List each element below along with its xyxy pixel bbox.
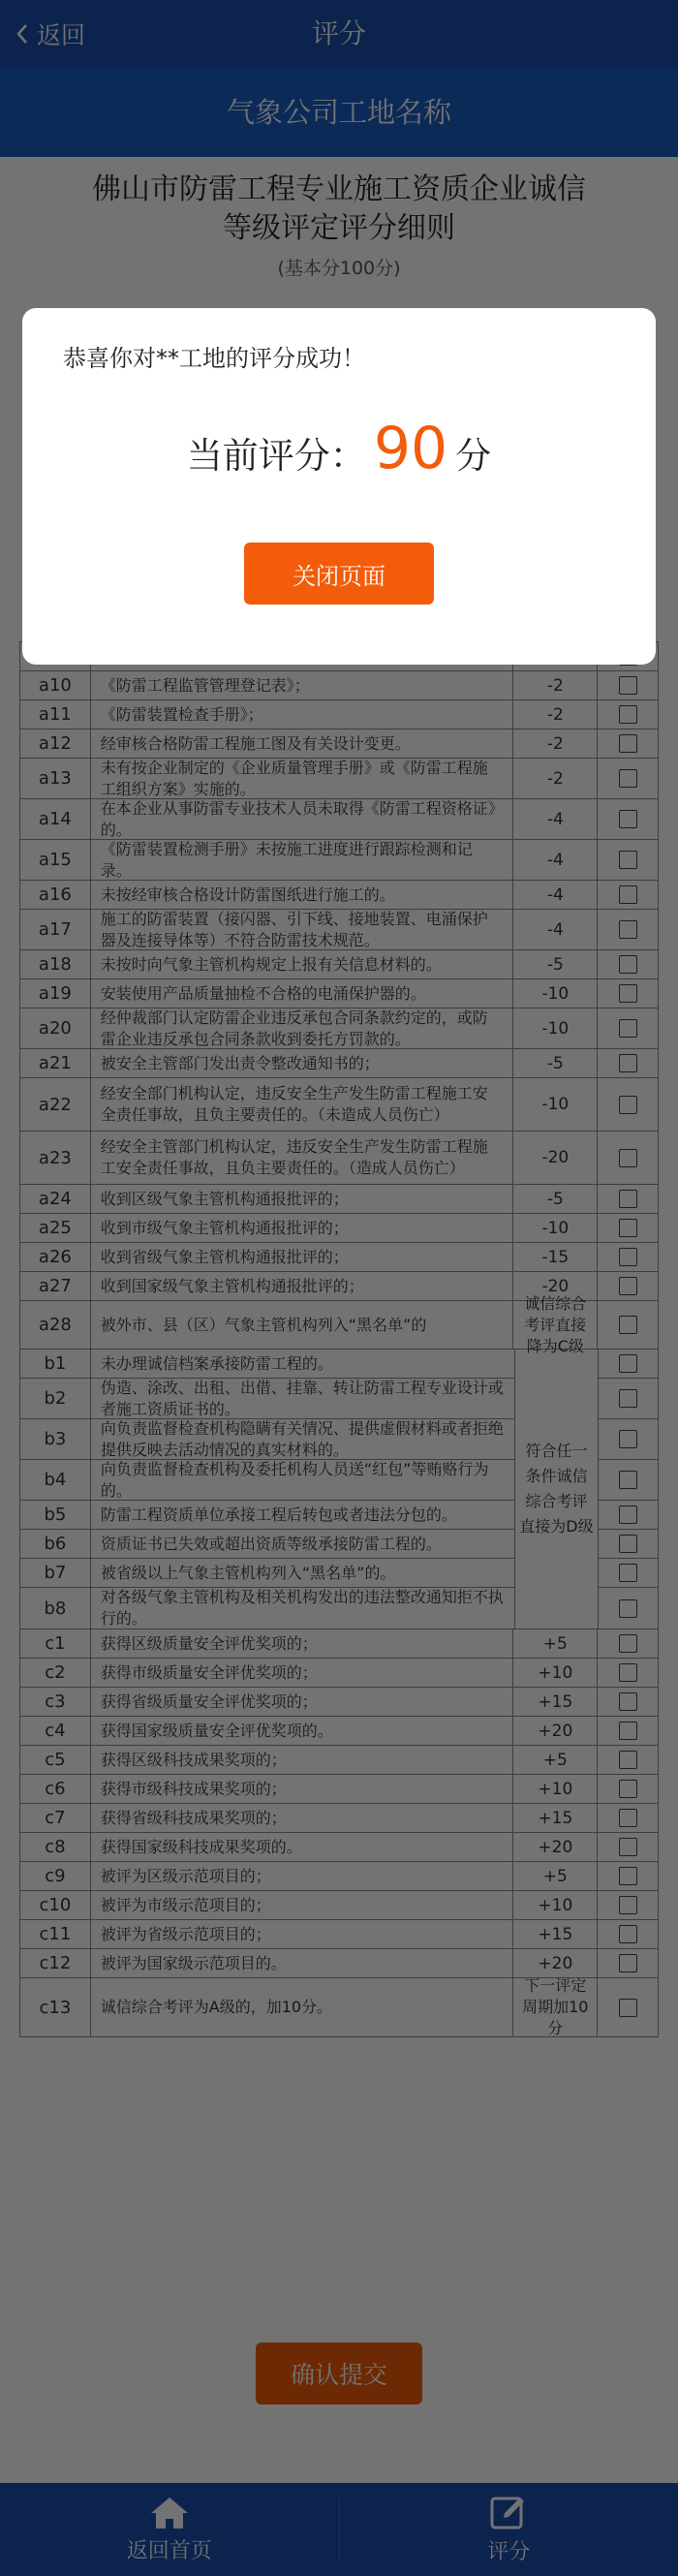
close-page-button[interactable]: 关闭页面 [244,543,434,605]
modal-score-line [22,415,656,482]
modal-score-suffix: 分 [455,435,492,477]
success-modal [22,308,656,665]
modal-score-value: 90 [373,415,448,482]
modal-score-prefix: 当前评分： [186,435,366,477]
modal-message: 恭喜你对**工地的评分成功！ [63,345,365,372]
